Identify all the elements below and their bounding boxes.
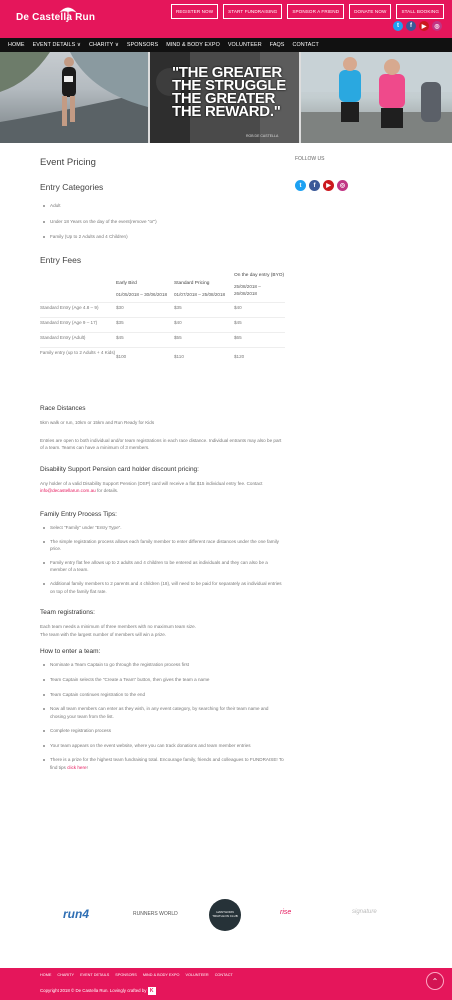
back-to-top-button[interactable]: ⌃ — [426, 972, 444, 990]
list-item: Nominate a Team Captain to go through the registration process first — [40, 661, 285, 669]
table-header-row — [40, 272, 285, 303]
entry-fees-table — [40, 272, 285, 370]
table-cell: $40 — [234, 303, 285, 318]
sidebar-social-icons — [295, 180, 348, 191]
sponsor-a-friend-button[interactable]: SPONSOR A FRIEND — [287, 4, 344, 19]
entry-fees-heading: Entry Fees — [40, 254, 82, 265]
page-title: Event Pricing — [40, 157, 96, 168]
nav-faqs[interactable]: FAQS — [269, 42, 285, 48]
partner-logo-rise[interactable]: rise — [280, 909, 292, 916]
dsp-text-end: for details. — [97, 488, 119, 494]
footer-nav-charity[interactable]: CHARITY — [57, 973, 75, 977]
table-row — [40, 348, 285, 370]
date-range: 01/07/2018 – 25/08/2018 — [174, 292, 226, 297]
footer-nav-sponsors[interactable]: SPONSORS — [115, 973, 137, 977]
race-distances-text: 5km walk or run, 10km or 15km and Run Ready for Kids — [40, 420, 155, 425]
table-header — [116, 272, 174, 303]
runner-photo — [0, 52, 148, 143]
table-header — [234, 272, 285, 303]
partner-logo-runners-world[interactable]: RUNNERS WORLD — [133, 911, 178, 917]
facebook-icon[interactable]: f — [309, 180, 320, 191]
header-label: On the day entry (BYO) — [234, 273, 285, 278]
dsp-heading: Disability Support Pension card holder discount pricing: — [40, 465, 199, 473]
table-header — [174, 272, 234, 303]
hero-quote — [172, 66, 286, 118]
main-nav — [0, 38, 452, 52]
sidebar — [295, 156, 348, 191]
table-cell: $120 — [234, 348, 285, 370]
crafted-by-badge[interactable]: K — [148, 987, 156, 995]
footer-nav-mind-body-expo[interactable]: MIND & BODY EXPO — [142, 973, 180, 977]
partner-logo-run4[interactable]: run4 — [63, 907, 90, 921]
facebook-icon[interactable]: f — [406, 21, 416, 31]
nav-volunteer[interactable]: VOLUNTEER — [227, 42, 262, 48]
family-tips-list — [40, 524, 285, 595]
twitter-icon[interactable]: t — [393, 21, 403, 31]
partner-logos — [0, 895, 452, 940]
table-cell: Standard Entry (Age 9 – 17) — [40, 318, 116, 333]
register-now-button[interactable]: REGISTER NOW — [171, 4, 218, 19]
site-logo[interactable]: De Castella Run — [16, 12, 96, 23]
table-row — [40, 333, 285, 348]
dsp-email-link[interactable]: info@decastellarun.com.au — [40, 488, 96, 494]
partner-logo-signature[interactable]: signature — [352, 909, 377, 915]
dsp-text-start: Any holder of a valid Disability Support Pension (DSP) card will receive a flat $15 individual entry fee. Contact — [40, 480, 263, 486]
list-item: Select "Family" under "Entry Type". — [40, 524, 285, 532]
list-item: Now all team members can enter as they wish, in any event category, by searching for their team name and chosing your team from the list. — [40, 705, 285, 720]
team-registrations-text — [40, 623, 285, 638]
team-entry-text: Entries are open to both individual and/or team registrations in each race distance. Individual entrants may also be part of a team. Teams can have a minimum of 3 members. — [40, 437, 282, 451]
table-cell: $40 — [174, 318, 234, 333]
start-fundraising-button[interactable]: START FUNDRAISING — [223, 4, 282, 19]
quote-line: THE STRUGGLE — [172, 77, 286, 94]
nav-sponsors[interactable]: SPONSORS — [126, 42, 159, 48]
nav-charity[interactable]: CHARITY ∨ — [88, 42, 119, 48]
table-cell: $65 — [234, 333, 285, 348]
header-label: Early Bird — [116, 281, 137, 286]
table-cell: Standard Entry (Age 4.8 – 9) — [40, 303, 116, 318]
list-item: The simple registration process allows each family member to enter different race distances under the one family price. — [40, 538, 285, 553]
click-here-link[interactable]: click here — [67, 765, 87, 771]
footer-nav-event-details[interactable]: EVENT DETAILS — [80, 973, 110, 977]
list-item: Complete registration process — [40, 727, 285, 735]
footer — [0, 968, 452, 1000]
footer-nav-home[interactable]: HOME — [40, 973, 52, 977]
details-content — [40, 405, 285, 772]
entry-categories-list — [40, 202, 285, 241]
quote-photo — [150, 52, 299, 143]
main-content — [40, 150, 285, 265]
list-item: Under 18 Years on the day of the event(remove "or") — [40, 218, 285, 226]
youtube-icon[interactable]: ▶ — [323, 180, 334, 191]
footer-nav — [40, 973, 233, 977]
hero-banner — [0, 52, 452, 143]
nav-contact[interactable]: CONTACT — [292, 42, 319, 48]
nav-home[interactable]: HOME — [8, 42, 25, 48]
quote-line: THE GREATER — [172, 90, 276, 107]
how-to-enter-team-list — [40, 661, 285, 771]
list-item: Your team appears on the event website, where you can track donations and team member entries — [40, 742, 285, 750]
date-range: 25/08/2018 – 26/08/2018 — [234, 284, 261, 296]
instagram-icon[interactable]: ◎ — [337, 180, 348, 191]
team-registrations-heading: Team registrations: — [40, 609, 95, 617]
copyright-text — [40, 987, 156, 995]
runners-photo — [301, 52, 452, 143]
youtube-icon[interactable]: ▶ — [419, 21, 429, 31]
donate-now-button[interactable]: DONATE NOW — [349, 4, 391, 19]
instagram-icon[interactable]: ◎ — [432, 21, 442, 31]
table-cell: $45 — [234, 318, 285, 333]
stall-booking-button[interactable]: STALL BOOKING — [396, 4, 444, 19]
table-cell: $110 — [174, 348, 234, 370]
race-distances-heading: Race Distances — [40, 405, 86, 412]
umbrella-logo-icon — [58, 4, 78, 22]
family-tips-heading: Family Entry Process Tips: — [40, 510, 117, 518]
table-header — [40, 272, 116, 303]
dsp-text — [40, 480, 285, 495]
list-item: Team Captain continues registration to the end — [40, 691, 285, 699]
list-item: Adult — [40, 202, 285, 210]
team-reg-line: Each team needs a minimum of three members with no maximum team size. — [40, 624, 196, 630]
partner-logo-hawthorn[interactable]: HAWTHORN TRIATHLON CLUB — [209, 899, 241, 931]
table-cell: $100 — [116, 348, 174, 370]
table-cell: Family entry (up to 2 Adults + 4 Kids) — [40, 348, 116, 370]
copyright-label: Copyright 2018 © De Castella Run. Lovingly crafted by — [40, 988, 147, 994]
how-to-enter-team-heading: How to enter a team: — [40, 648, 101, 656]
step-text: There is a prize for the highest team fundraising total. Encourage family, friends and colleagues to FUNDRAISE! To find tips — [50, 757, 284, 771]
nav-mind-body-expo[interactable]: MIND & BODY EXPO — [166, 42, 220, 48]
list-item: Family (Up to 2 Adults and 4 Children) — [40, 233, 285, 241]
table-cell: $55 — [174, 333, 234, 348]
list-item: Team Captain selects the "Create a Team" button, then gives the team a name — [40, 676, 285, 684]
quote-line: THE REWARD." — [172, 103, 281, 120]
nav-event-details[interactable]: EVENT DETAILS ∨ — [32, 42, 81, 48]
top-bar — [0, 0, 452, 38]
table-cell: $35 — [116, 318, 174, 333]
table-cell: Standard Entry (Adult) — [40, 333, 116, 348]
list-item: Additional family members to 2 parents and 4 children (18), will need to be paid for separately as individual entries on top of the family flat rate. — [40, 580, 285, 595]
table-cell: $45 — [116, 333, 174, 348]
quote-author: ROB DE CASTELLA — [246, 134, 279, 138]
step-text-end: ! — [86, 765, 88, 771]
twitter-icon[interactable]: t — [295, 180, 306, 191]
team-reg-line: The team with the largest number of members will win a prize. — [40, 631, 167, 637]
table-cell: $30 — [116, 303, 174, 318]
header-label: Standard Pricing — [174, 281, 210, 286]
table-row — [40, 303, 285, 318]
table-row — [40, 318, 285, 333]
follow-us-label: FOLLOW US — [295, 156, 325, 162]
list-item — [40, 756, 285, 771]
footer-nav-contact[interactable]: CONTACT — [214, 973, 233, 977]
date-range: 01/05/2018 – 30/06/2018 — [116, 292, 168, 297]
table-cell: $35 — [174, 303, 234, 318]
entry-categories-heading: Entry Categories — [40, 182, 104, 192]
list-item: Family entry flat fee allows up to 2 adults and 4 children to be entered as individuals and they can also be a member of a team. — [40, 559, 285, 574]
quote-line: "THE GREATER — [172, 64, 282, 81]
footer-nav-volunteer[interactable]: VOLUNTEER — [185, 973, 209, 977]
